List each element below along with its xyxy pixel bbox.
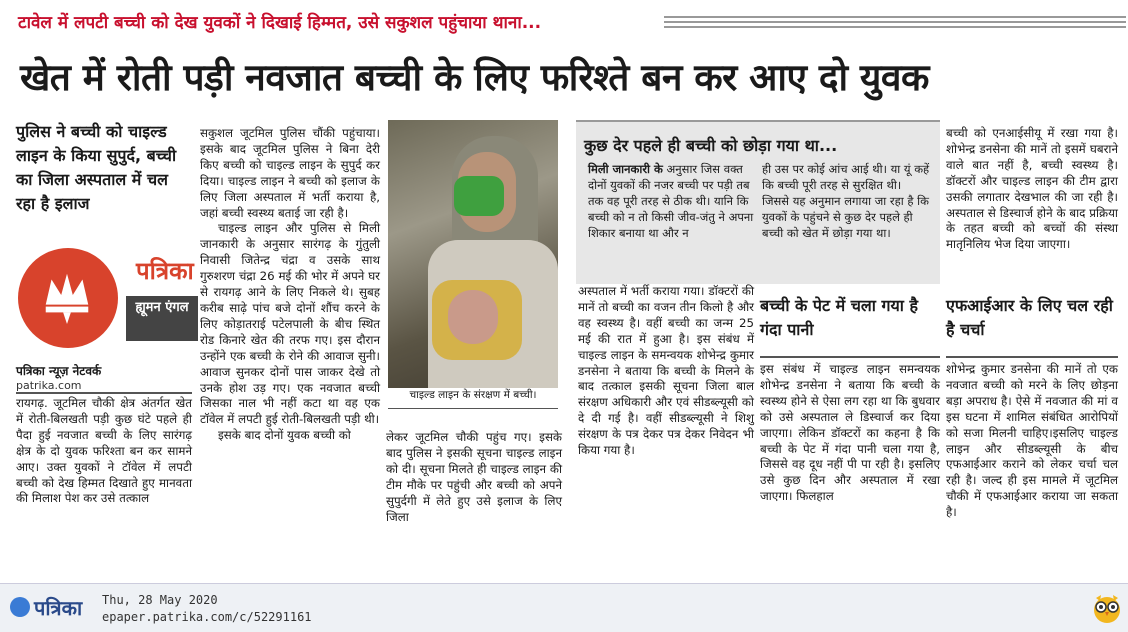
footer-bar [0,583,1128,632]
article-col-7 [946,362,1118,521]
subheading-stomach: बच्ची के पेट में चला गया है गंदा पानी [760,296,918,339]
headline: खेत में रोती पड़ी नवजात बच्ची के लिए फरिश्ते बन कर आए दो युवक [20,56,929,99]
photo-caption: चाइल्ड लाइन के संरक्षण में बच्ची। [409,389,537,401]
news-photo [388,120,558,388]
byline-name: पत्रिका न्यूज़ नेटवर्क [16,364,102,378]
paragraph: इसके बाद दोनों युवक बच्ची को [218,428,351,443]
article-col-6 [946,126,1118,253]
logo-brand: पत्रिका [136,257,194,285]
globe-icon [10,597,30,617]
box-heading: कुछ देर पहले ही बच्ची को छोड़ा गया था... [584,136,838,155]
subheading-police: पुलिस ने बच्ची को चाइल्ड लाइन के किया सुपुर्द, बच्ची का जिला अस्पताल में चल रहा है इलाज [16,122,177,213]
crown-pen-icon [38,266,96,324]
human-angle-logo [18,248,194,348]
article-col-1 [16,396,192,507]
paragraph: सकुशल जूटमिल पुलिस चौंकी पहुंचाया। इसके बाद जूटमिल पुलिस ने बिना देरी किए बच्ची को चाइल्ड लाइन के सुपुर्द कर दिया। चाइल्ड लाइन ने बच्ची को इलाज के लिए जिला अस्पताल में भर्ती कराया है, जहां बच्ची स्वस्थ्य बताई जा रही है। [200,126,380,220]
article-col-4 [578,284,754,459]
footer-brand[interactable]: पत्रिका [34,596,83,620]
divider [16,392,192,394]
box-col-2: ही उस पर कोई आंच आई थी। या यूं कहें कि बच्ची पूरी तरह से सुरक्षित थी। जिससे यह अनुमान लगाया जा रहा है कि युवकों के पहुंचने से कुछ देर पहले ही बच्ची को खेत में छोड़ा गया था। [762,162,930,240]
paragraph: इस संबंध में चाइल्ड लाइन समन्वयक शोभेन्द्र डनसेना ने बताया कि बच्ची के स्वस्थ्य होने से ऐसा लग रहा था कि बुधवार को उसे अस्पताल ले डिस्चार्ज कर दिया जाएगा। लेकिन डॉक्टरों का कहना है कि बच्ची के पेट में गंदा पानी चला गया है, जिससे वह दूध नहीं पी पा रही है। इसलिए उसे कुछ दिन और अस्पताल में रखा जाएगा। फिलहाल [760,362,940,504]
box-lead: मिली जानकारी के [588,162,663,176]
byline-site[interactable]: patrika.com [16,379,82,392]
footer-date: Thu, 28 May 2020 [102,593,218,607]
photo-mask [454,176,504,216]
box-col-1 [588,162,758,242]
paragraph: बच्ची को एनआईसीयू में रखा गया है। शोभेन्द्र डनसेना की मानें तो इसमें घबराने वाले बात नहीं है, बच्ची स्वस्थ्य है। डॉक्टरों और चाइल्ड लाइन की टीम द्वारा उसकी लगातार देखभाल की जा रही है। अस्पताल से डिस्चार्ज होने के बाद प्रक्रिया के तहत बच्ची को बच्चों की संस्था मातृनिलिय भेज दिया जाएगा। [946,126,1118,252]
paragraph: शोभेन्द्र कुमार डनसेना की मानें तो एक नवजात बच्ची को मरने के लिए छोड़ना बड़ा अपराध है। ऐसे में नवजात की मां व इस घटना में शामिल संबंधित आरोपियों को सजा मिलनी चाहिए।इसलिए चाइल्ड लाइन और सीडब्ल्यूसी के बीच एफआईआर कराने को लेकर चर्चा चल रही है। जल्द ही इस मामले में जूटमिल चौकी में एफआईआर कराया जा सकता है। [946,362,1118,520]
logo-tag: ह्यूमन एंगल [126,296,198,341]
divider [388,408,558,409]
divider [760,356,940,358]
paragraph: रायगढ़. जूटमिल चौकी क्षेत्र अंतर्गत खेत में रोती-बिलखती पड़ी कुछ घंटे पहले ही पैदा हुई नवजात बच्ची के लिए सारंगढ़ क्षेत्र के दो युवक फरिश्ता बन कर सामने आए। उक्त युवकों ने टॉवेल में लपटी बच्ची को देख हिम्मत दिखाते हुए मानवता की मिलाश पेश कर उसे तत्काल [16,396,192,506]
owl-icon[interactable] [1092,592,1122,624]
kicker-text: टावेल में लपटी बच्ची को देख युवकों ने दिखाई हिम्मत, उसे सकुशल पहुंचाया थाना... [18,13,542,33]
divider [946,356,1118,358]
box-text: अनुसार जिस वक्त दोनों युवकों की नजर बच्ची पर पड़ी तब तक वह पूरी तरह से ठीक थी। यानि कि बच्ची को न तो किसी जीव-जंतु ने अपना शिकार बनाया था और न [588,162,754,240]
photo-baby [448,290,498,344]
byline [16,362,192,392]
sidebar-box [576,122,940,284]
article-col-5 [760,362,940,505]
paragraph: चाइल्ड लाइन और पुलिस से मिली जानकारी के अनुसार सारंगढ़ के गुंतुली निवासी जितेन्द्र चंद्रा व उसके साथ गुरुशरण चंद्रा 26 मई की भोर में अपने घर से रायगढ़ आने के लिए निकले थे। सुबह करीब साढ़े पांच बजे दोनों शौंच करने के लिए कोड़ातराई पटेलपाली के बीच स्थित रोड किनारे खेत की तरफ गए। इस दौरान उन्होंने एक बच्ची के रोने की आवाज सुनी। आवाज सुनकर दोनों पास जाकर देखे तो उनके होश उड़ गए। एक नवजात बच्ची जिसका नाल भी नहीं कटा था वह एक टॉवेल में लपटी हुई रोती-बिलखती पड़ी थी। [200,221,380,427]
paragraph: लेकर जूटमिल चौकी पहुंच गए। इसके बाद पुलिस ने इसकी सूचना चाइल्ड लाइन को दी। सूचना मिलते ही चाइल्ड लाइन की टीम मौके पर पहुंची और बच्ची को अपने सुपुर्दगी में लेते हुए उसे इलाज के लिए जिला [386,430,562,524]
article-col-2 [200,126,380,444]
article-col-3 [386,430,562,525]
footer-link[interactable]: epaper.patrika.com/c/52291161 [102,610,312,624]
kicker-rule-lines [664,16,1126,30]
paragraph: अस्पताल में भर्ती कराया गया। डॉक्टरों की मानें तो बच्ची का वजन तीन किलो है और वह स्वस्थ्य है। वहीं बच्ची का जन्म 25 मई की रात में हुआ है। इस संबंध में चाइल्ड लाइन के समन्वयक शोभेन्द्र कुमार डनसेना ने बताया कि बच्ची के मिलने के बाद तत्काल इसकी सूचना जिला बाल संरक्षण अधिकारी और एवं सीडब्ल्यूसी को दे दी गई है। वहीं सीडब्ल्यूसी ने शिशु संरक्षण के पत्र देकर पत्र देकर निवेदन भी किया गया है। [578,284,754,458]
subheading-fir: एफआईआर के लिए चल रही है चर्चा [946,296,1113,339]
kicker-strap [14,6,1114,36]
